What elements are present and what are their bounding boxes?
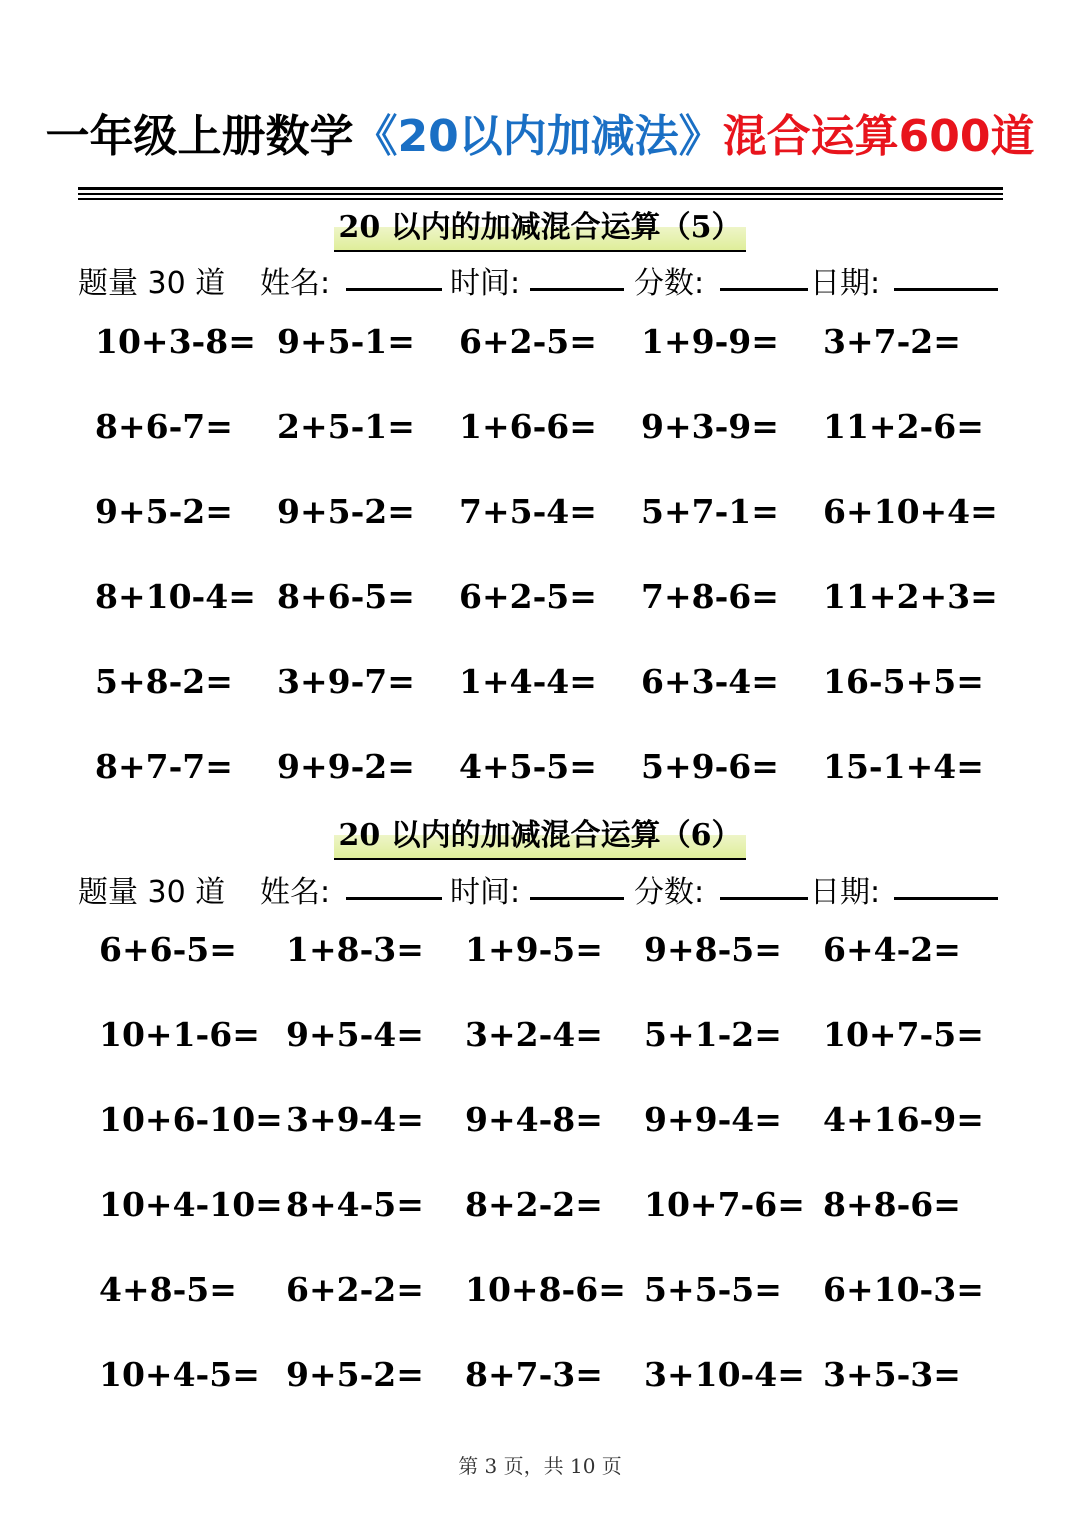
problem: 8+2-2= <box>465 1185 603 1224</box>
problem: 9+3-9= <box>641 407 779 446</box>
problem: 6+10-3= <box>823 1270 984 1309</box>
time-blank[interactable] <box>530 867 624 900</box>
problem: 10+4-5= <box>99 1355 260 1394</box>
problem: 3+7-2= <box>823 322 961 361</box>
problem: 6+6-5= <box>99 930 237 969</box>
problem: 11+2+3= <box>823 577 998 616</box>
question-count: 题量 30 道 <box>78 266 226 301</box>
score-blank[interactable] <box>720 258 808 291</box>
problem: 10+1-6= <box>99 1015 260 1054</box>
problem: 4+5-5= <box>459 747 597 786</box>
title-topic: 《20以内加减法》 <box>353 111 723 162</box>
page-number-footer: 第 3 页，共 10 页 <box>458 1454 622 1478</box>
section-1-title <box>0 208 1080 252</box>
problem: 6+4-2= <box>823 930 961 969</box>
problem: 1+4-4= <box>459 662 597 701</box>
time-label: 时间: <box>450 266 521 301</box>
problem: 5+1-2= <box>644 1015 782 1054</box>
question-count: 题量 30 道 <box>78 875 226 910</box>
problem: 8+7-3= <box>465 1355 603 1394</box>
problem: 8+6-5= <box>277 577 415 616</box>
problem: 1+8-3= <box>286 930 424 969</box>
problem: 9+5-2= <box>95 492 233 531</box>
score-label: 分数: <box>634 875 705 910</box>
section-2-title <box>0 816 1080 860</box>
problem: 9+5-2= <box>286 1355 424 1394</box>
section-1-title-text: 20 以内的加减混合运算（5） <box>334 208 745 252</box>
problem: 1+9-5= <box>465 930 603 969</box>
section-2-meta <box>78 867 1003 910</box>
problem: 9+8-5= <box>644 930 782 969</box>
problem: 6+2-2= <box>286 1270 424 1309</box>
problem: 6+2-5= <box>459 577 597 616</box>
problem: 9+5-2= <box>277 492 415 531</box>
problem: 5+5-5= <box>644 1270 782 1309</box>
problem: 9+5-1= <box>277 322 415 361</box>
problem: 10+7-6= <box>644 1185 805 1224</box>
problem: 8+6-7= <box>95 407 233 446</box>
problem: 7+5-4= <box>459 492 597 531</box>
problem: 8+10-4= <box>95 577 256 616</box>
section-2-title-text: 20 以内的加减混合运算（6） <box>334 816 745 860</box>
date-label: 日期: <box>810 266 881 301</box>
problem: 8+4-5= <box>286 1185 424 1224</box>
score-label: 分数: <box>634 266 705 301</box>
problem: 16-5+5= <box>823 662 984 701</box>
page-title <box>0 100 1080 164</box>
name-blank[interactable] <box>346 258 442 291</box>
name-label: 姓名: <box>260 266 331 301</box>
title-divider-top <box>78 187 1003 190</box>
date-blank[interactable] <box>894 258 998 291</box>
date-blank[interactable] <box>894 867 998 900</box>
title-suffix: 混合运算600道 <box>722 111 1035 162</box>
problem: 9+5-4= <box>286 1015 424 1054</box>
problem: 5+7-1= <box>641 492 779 531</box>
title-divider-bottom <box>78 198 1003 200</box>
problem: 1+9-9= <box>641 322 779 361</box>
problem: 9+9-2= <box>277 747 415 786</box>
time-blank[interactable] <box>530 258 624 291</box>
problem: 3+10-4= <box>644 1355 805 1394</box>
problem: 6+3-4= <box>641 662 779 701</box>
problem: 8+8-6= <box>823 1185 961 1224</box>
problem: 10+8-6= <box>465 1270 626 1309</box>
date-label: 日期: <box>810 875 881 910</box>
problem: 11+2-6= <box>823 407 984 446</box>
problem: 3+9-7= <box>277 662 415 701</box>
problem: 3+2-4= <box>465 1015 603 1054</box>
problem: 3+9-4= <box>286 1100 424 1139</box>
problem: 10+7-5= <box>823 1015 984 1054</box>
problem: 9+9-4= <box>644 1100 782 1139</box>
problem: 6+2-5= <box>459 322 597 361</box>
problem: 2+5-1= <box>277 407 415 446</box>
name-label: 姓名: <box>260 875 331 910</box>
section-1-meta <box>78 258 1003 301</box>
score-blank[interactable] <box>720 867 808 900</box>
problem: 10+3-8= <box>95 322 256 361</box>
time-label: 时间: <box>450 875 521 910</box>
problem: 4+16-9= <box>823 1100 984 1139</box>
problem: 10+4-10= <box>99 1185 283 1224</box>
problem: 8+7-7= <box>95 747 233 786</box>
problem: 10+6-10= <box>99 1100 283 1139</box>
title-prefix: 一年级上册数学 <box>45 111 354 162</box>
problem: 5+8-2= <box>95 662 233 701</box>
problem: 4+8-5= <box>99 1270 237 1309</box>
title-divider-middle <box>78 193 1003 195</box>
problem: 9+4-8= <box>465 1100 603 1139</box>
problem: 7+8-6= <box>641 577 779 616</box>
problem: 1+6-6= <box>459 407 597 446</box>
name-blank[interactable] <box>346 867 442 900</box>
problem: 5+9-6= <box>641 747 779 786</box>
problem: 6+10+4= <box>823 492 998 531</box>
problem: 3+5-3= <box>823 1355 961 1394</box>
problem: 15-1+4= <box>823 747 984 786</box>
